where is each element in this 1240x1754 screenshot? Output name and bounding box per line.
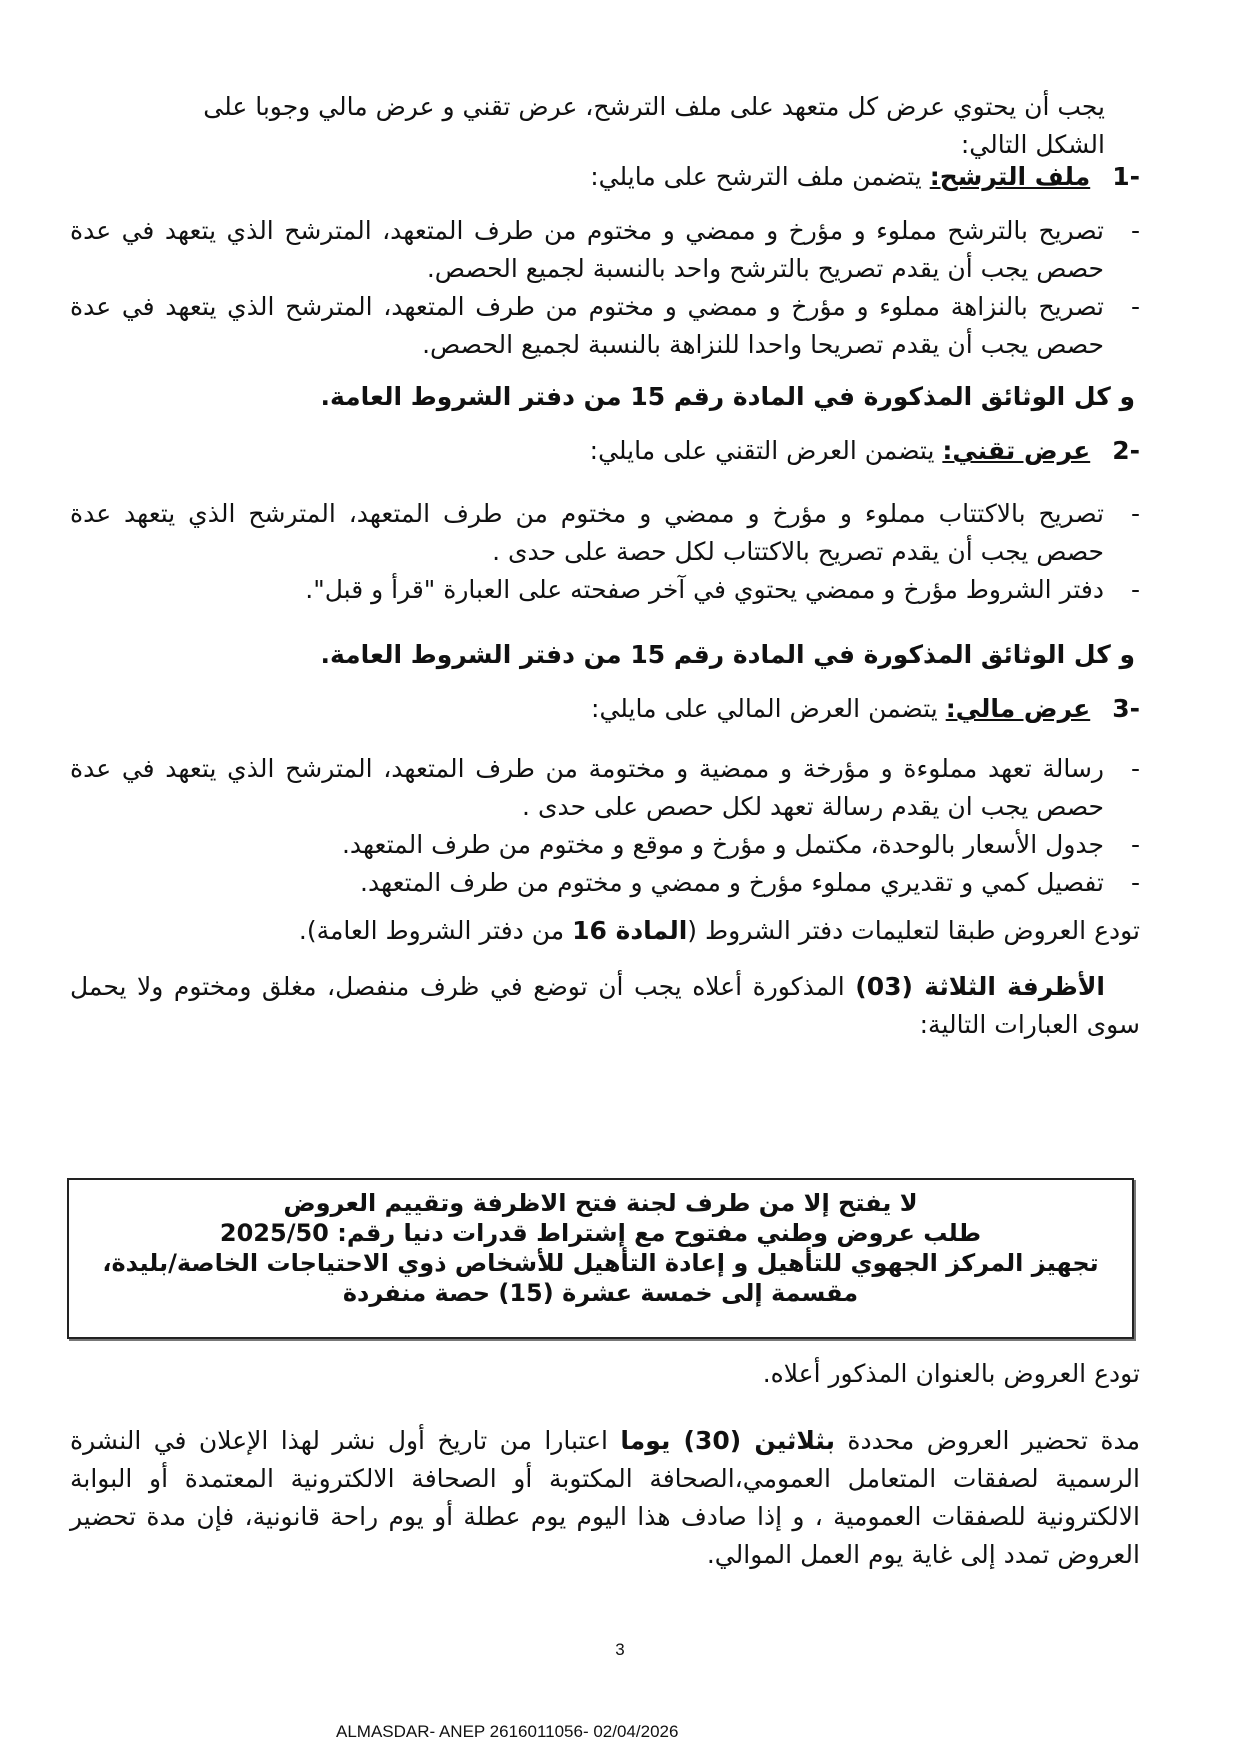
bullet-dash: - [1130,830,1140,859]
page-number: 3 [615,1640,625,1659]
list-item-text: تصريح بالنزاهة مملوء و مؤرخ و ممضي و مختوم من طرف المتعهد، المترشح الذي يتعهد في عدة حصص يجب أن يقدم تصريحا واحدا للنزاهة بالنسبة لجميع الحصص. [70,292,1104,359]
envelope-line-1: لا يفتح إلا من طرف لجنة فتح الاظرفة وتقييم العروض [283,1189,918,1217]
address-note: تودع العروض بالعنوان المذكور أعلاه. [762,1359,1140,1388]
section-subtitle: يتضمن العرض التقني على مايلي: [589,436,935,465]
intro-paragraph [70,88,1140,164]
list-item-text: دفتر الشروط مؤرخ و ممضي يحتوي في آخر صفحته على العبارة "قرأ و قبل". [305,575,1104,604]
deposit-article: المادة 16 [572,916,688,945]
section-2-list [70,495,1140,609]
bullet-dash: - [1130,575,1140,604]
period-prefix: مدة تحضير العروض محددة [835,1426,1140,1455]
envelopes-rest: المذكورة أعلاه يجب أن توضع في ظرف منفصل، مغلق ومختوم ولا يحمل سوى العبارات التالية: [70,972,1140,1039]
list-item-text: جدول الأسعار بالوحدة، مكتمل و مؤرخ و موقع و مختوم من طرف المتعهد. [341,830,1104,859]
bullet-dash: - [1130,499,1140,528]
envelope-line-4: مقسمة إلى خمسة عشرة (15) حصة منفردة [342,1279,859,1307]
list-item-text: تفصيل كمي و تقديري مملوء مؤرخ و ممضي و مختوم من طرف المتعهد. [360,868,1104,897]
bullet-dash: - [1130,868,1140,897]
section-2-heading [140,432,1140,470]
list-item [70,571,1140,609]
bullet-dash: - [1130,292,1140,321]
section-2-note: و كل الوثائق المذكورة في المادة رقم 15 من دفتر الشروط العامة. [320,640,1135,669]
list-item [70,212,1140,288]
intro-line-2: الشكل التالي: [960,130,1105,159]
deposit-prefix: تودع العروض طبقا لتعليمات دفتر الشروط ( [687,916,1140,945]
section-title: عرض مالي: [945,694,1091,723]
section-subtitle: يتضمن العرض المالي على مايلي: [591,694,938,723]
envelope-line-2: طلب عروض وطني مفتوح مع إشتراط قدرات دنيا رقم: 2025/50 [219,1219,982,1247]
deposit-instructions [140,912,1140,950]
list-item-text: تصريح بالاكتتاب مملوء و مؤرخ و ممضي و مختوم من طرف المتعهد، المترشح الذي يتعهد عدة حصص يجب أن يقدم تصريح بالاكتتاب لكل حصة على حدى . [70,499,1104,566]
section-number: -1 [1112,162,1140,191]
intro-line-1: يجب أن يحتوي عرض كل متعهد على ملف الترشح، عرض تقني و عرض مالي وجوبا على [203,92,1105,121]
envelope-label-box [67,1178,1134,1339]
list-item-text: رسالة تعهد مملوءة و مؤرخة و ممضية و مختومة من طرف المتعهد، المترشح الذي يتعهد في عدة حصص يجب ان يقدم رسالة تعهد لكل حصص على حدى . [70,754,1104,821]
section-1-heading [140,158,1140,196]
period-suffix: اعتبارا من تاريخ أول نشر لهذا الإعلان في النشرة الرسمية لصفقات المتعامل العمومي،الصحافة المكتوبة أو الصحافة الالكترونية المعتمدة أو البوابة الالكترونية للصفقات العمومية ، و إذا صادف هذا اليوم يوم عطلة أو يوم راحة قانونية، فإن مدة تحضير العروض تمدد إلى غاية يوم العمل الموالي. [70,1426,1140,1569]
bullet-dash: - [1130,754,1140,783]
envelope-line-3: تجهيز المركز الجهوي للتأهيل و إعادة التأهيل للأشخاص ذوي الاحتياجات الخاصة/بليدة، [102,1249,1099,1277]
bullet-dash: - [1130,216,1140,245]
section-1-list [70,212,1140,364]
list-item [70,495,1140,571]
footer-reference: ALMASDAR- ANEP 2616011056- 02/04/2026 [336,1722,679,1741]
section-3-heading [140,690,1140,728]
section-3-list [70,750,1140,902]
list-item [70,750,1140,826]
section-1-note: و كل الوثائق المذكورة في المادة رقم 15 من دفتر الشروط العامة. [320,382,1135,411]
envelopes-note [70,968,1140,1044]
period-duration: بثلاثين (30) يوما [620,1426,836,1455]
list-item [70,288,1140,364]
list-item [70,826,1140,864]
preparation-period [70,1422,1140,1574]
section-number: -2 [1112,436,1140,465]
envelopes-count: الأظرفة الثلاثة (03) [855,972,1105,1001]
section-subtitle: يتضمن ملف الترشح على مايلي: [590,162,922,191]
deposit-suffix: من دفتر الشروط العامة). [298,916,573,945]
section-title: عرض تقني: [942,436,1091,465]
section-number: -3 [1112,694,1140,723]
section-title: ملف الترشح: [929,162,1091,191]
list-item [70,864,1140,902]
list-item-text: تصريح بالترشح مملوء و مؤرخ و ممضي و مختوم من طرف المتعهد، المترشح الذي يتعهد في عدة حصص يجب أن يقدم تصريح بالترشح واحد بالنسبة لجميع الحصص. [70,216,1104,283]
